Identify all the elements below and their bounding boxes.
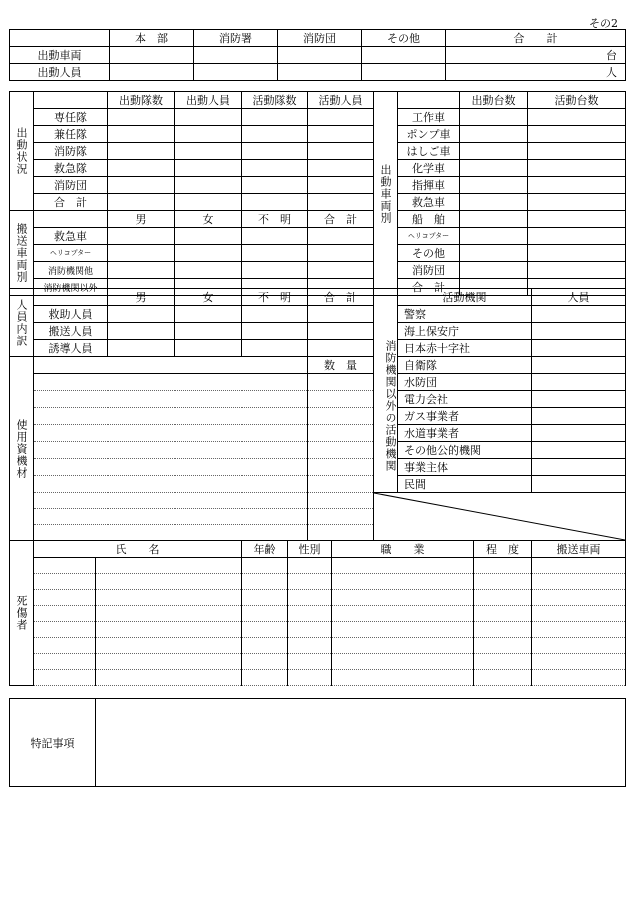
col-header: 職 業 (332, 541, 474, 558)
row-label: 消防団 (398, 262, 460, 279)
col-header: 出動人員 (175, 92, 242, 109)
col-header: 活動隊数 (242, 92, 308, 109)
col-header: 女 (175, 289, 242, 306)
row-label: ヘリコプター (398, 228, 460, 245)
col-header: 出動隊数 (108, 92, 175, 109)
section-label: 出動車両別 (374, 92, 398, 296)
col-header: 合 計 (446, 30, 626, 47)
row-label: 消防機関以外 (34, 279, 108, 296)
remarks-label: 特記事項 (10, 699, 96, 787)
col-header: 男 (108, 289, 175, 306)
col-header: 合 計 (308, 289, 374, 306)
input-cell[interactable] (278, 47, 362, 64)
row-label: ポンプ車 (398, 126, 460, 143)
col-header: 性別 (288, 541, 332, 558)
row-label: 救急車 (34, 228, 108, 245)
row-label: 専任隊 (34, 109, 108, 126)
row-label: 船 舶 (398, 211, 460, 228)
col-header: 女 (175, 211, 242, 228)
row-label: 消防機関他 (34, 262, 108, 279)
row-label: 指揮車 (398, 177, 460, 194)
row-label: その他 (398, 245, 460, 262)
row-label: 誘導人員 (34, 340, 108, 357)
row-label: 搬送人員 (34, 323, 108, 340)
row-label: 民間 (398, 476, 532, 493)
col-header: 数 量 (308, 357, 374, 374)
col-header: 程 度 (474, 541, 532, 558)
row-label: 電力会社 (398, 391, 532, 408)
blank-diagonal-cell (374, 493, 626, 541)
section-label: 出動状況 (10, 92, 34, 211)
row-label: 海上保安庁 (398, 323, 532, 340)
diagonal-line (374, 493, 625, 540)
input-cell[interactable] (110, 64, 194, 81)
col-header: 不 明 (242, 211, 308, 228)
remarks-field[interactable] (96, 699, 626, 787)
row-label: 消防団 (34, 177, 108, 194)
section-label: 消防機関以外の活動機関 (374, 289, 398, 493)
remarks-table (9, 698, 626, 787)
row-label: 水道事業者 (398, 425, 532, 442)
row-label: 警察 (398, 306, 532, 323)
col-header: 活動機関 (398, 289, 532, 306)
row-label: 合 計 (398, 279, 460, 296)
col-header: その他 (362, 30, 446, 47)
page-number: その2 (589, 17, 618, 30)
section-label: 搬送車両別 (10, 211, 34, 296)
col-header: 年齢 (242, 541, 288, 558)
row-label: 自衛隊 (398, 357, 532, 374)
casualty-table (9, 540, 626, 686)
row-label: 消防隊 (34, 143, 108, 160)
section-label: 人員内訳 (10, 289, 34, 357)
row-label: はしご車 (398, 143, 460, 160)
col-header: 搬送車両 (532, 541, 626, 558)
col-header: 合 計 (308, 211, 374, 228)
row-label: 日本赤十字社 (398, 340, 532, 357)
row-label: 兼任隊 (34, 126, 108, 143)
col-header: 本 部 (110, 30, 194, 47)
input-cell[interactable] (110, 47, 194, 64)
col-header: 人員 (532, 289, 626, 306)
row-label: 工作車 (398, 109, 460, 126)
col-header: 不 明 (242, 289, 308, 306)
input-cell[interactable] (194, 64, 278, 81)
col-header: 活動台数 (528, 92, 626, 109)
section-label: 使用資機材 (10, 357, 34, 541)
row-label: 水防団 (398, 374, 532, 391)
col-header: 氏 名 (34, 541, 242, 558)
col-header: 出動台数 (460, 92, 528, 109)
personnel-equipment-table (9, 288, 626, 541)
row-label: 救助人員 (34, 306, 108, 323)
input-cell[interactable] (278, 64, 362, 81)
unit-label[interactable]: 台 (446, 47, 626, 64)
col-header: 消防署 (194, 30, 278, 47)
row-label: 救急隊 (34, 160, 108, 177)
section-label: 死傷者 (10, 541, 34, 686)
row-label: その他公的機関 (398, 442, 532, 459)
row-label: 化学車 (398, 160, 460, 177)
row-label: ヘリコプター (34, 245, 108, 262)
input-cell[interactable] (362, 64, 446, 81)
row-label: ガス事業者 (398, 408, 532, 425)
col-header: 消防団 (278, 30, 362, 47)
col-header: 男 (108, 211, 175, 228)
row-label: 出動人員 (10, 64, 110, 81)
row-label: 合 計 (34, 194, 108, 211)
unit-label[interactable]: 人 (446, 64, 626, 81)
dispatch-summary-table (9, 29, 626, 81)
row-label: 事業主体 (398, 459, 532, 476)
input-cell[interactable] (194, 47, 278, 64)
activity-table (9, 91, 626, 296)
input-cell[interactable] (362, 47, 446, 64)
col-header: 活動人員 (308, 92, 374, 109)
row-label: 出動車両 (10, 47, 110, 64)
row-label: 救急車 (398, 194, 460, 211)
